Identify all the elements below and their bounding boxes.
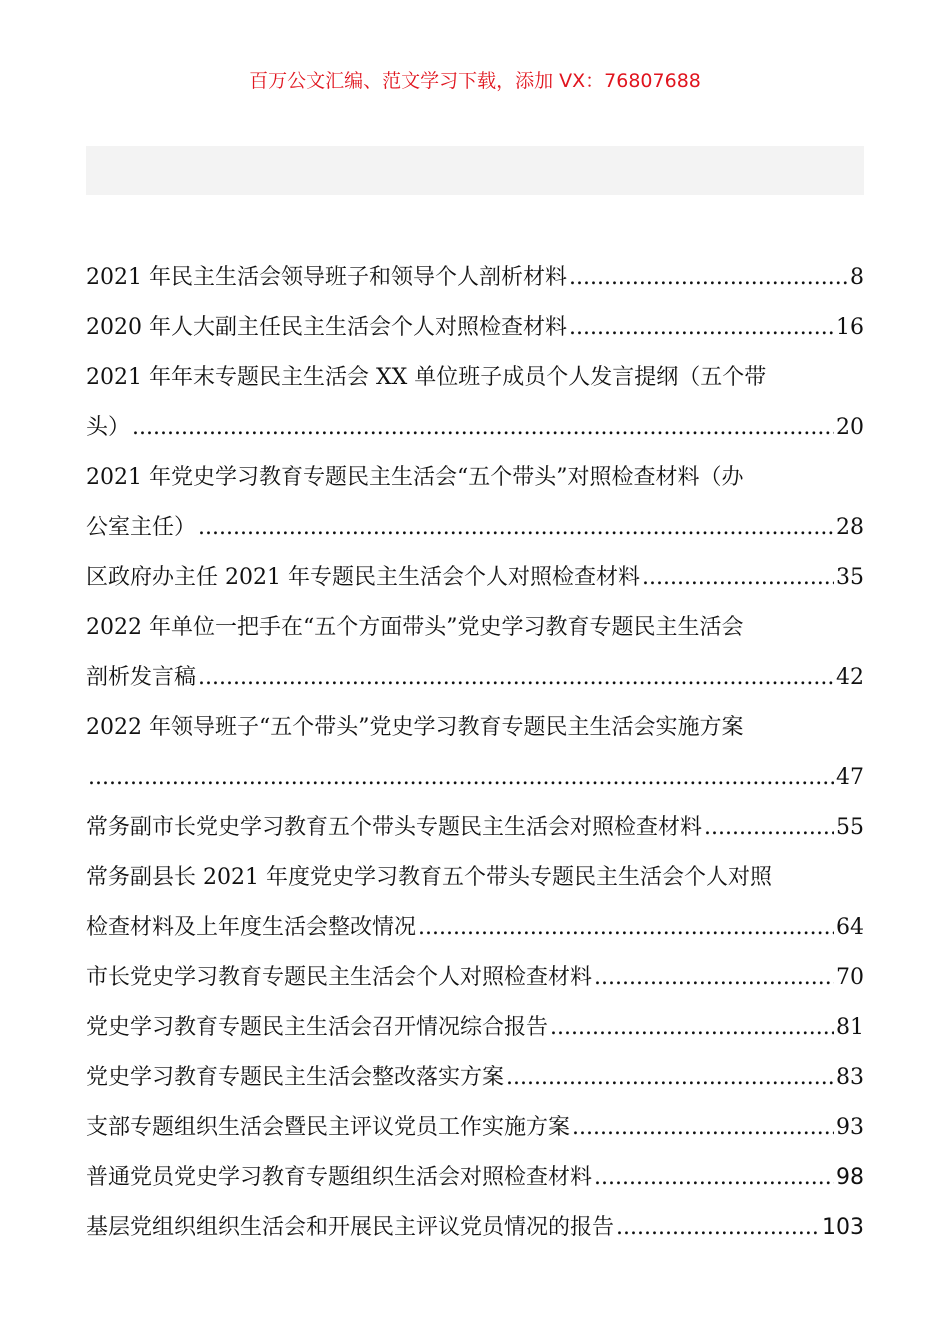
toc-entry[interactable]	[86, 703, 864, 803]
toc-page-number: 16	[836, 315, 864, 340]
title-band	[86, 146, 864, 195]
toc-entry-title: 常务副市长党史学习教育五个带头专题民主生活会对照检查材料	[86, 815, 703, 840]
watermark-header: 百万公文汇编、范文学习下载，添加 VX：76807688	[249, 70, 701, 92]
toc-entry[interactable]	[86, 1053, 864, 1103]
toc-entry-title-line2: 公室主任）	[86, 515, 197, 540]
toc-entry-title-line2: 检查材料及上年度生活会整改情况	[86, 915, 417, 940]
toc-entry-title-line1: 常务副县长 2021 年度党史学习教育五个带头专题民主生活会个人对照	[86, 865, 772, 890]
toc-entry[interactable]	[86, 853, 864, 953]
toc-entry-title-line1: 2021 年年末专题民主生活会 XX 单位班子成员个人发言提纲（五个带	[86, 365, 767, 390]
toc-entry[interactable]	[86, 1003, 864, 1053]
dot-leader	[198, 653, 834, 703]
toc-page-number: 55	[836, 815, 864, 840]
dot-leader	[594, 953, 834, 1003]
toc-entry-title: 区政府办主任 2021 年专题民主生活会个人对照检查材料	[86, 565, 640, 590]
toc-page-number: 8	[850, 265, 864, 290]
dot-leader	[88, 753, 834, 803]
dot-leader	[704, 803, 834, 853]
toc-entry[interactable]	[86, 453, 864, 553]
dot-leader	[418, 903, 834, 953]
dot-leader	[642, 553, 834, 603]
toc-entry[interactable]	[86, 303, 864, 353]
toc-entry-title-line2: 剖析发言稿	[86, 665, 197, 690]
toc-page-number: 70	[836, 965, 864, 990]
toc-page-number: 81	[836, 1015, 864, 1040]
dot-leader	[550, 1003, 834, 1053]
toc-entry[interactable]	[86, 1103, 864, 1153]
toc-entry-title-line1: 2022 年领导班子“五个带头”党史学习教育专题民主生活会实施方案	[86, 715, 744, 740]
toc-entry[interactable]	[86, 253, 864, 303]
dot-leader	[569, 253, 848, 303]
toc-entry-title: 普通党员党史学习教育专题组织生活会对照检查材料	[86, 1165, 593, 1190]
toc-entry[interactable]	[86, 553, 864, 603]
toc-entry-title: 基层党组织组织生活会和开展民主评议党员情况的报告	[86, 1215, 615, 1240]
toc-entry-title: 2021 年民主生活会领导班子和领导个人剖析材料	[86, 265, 567, 290]
toc-entry-title-line1: 2021 年党史学习教育专题民主生活会“五个带头”对照检查材料（办	[86, 465, 744, 490]
toc-page-number: 83	[836, 1065, 864, 1090]
toc-entry-title: 市长党史学习教育专题民主生活会个人对照检查材料	[86, 965, 593, 990]
toc-page-number: 42	[836, 665, 864, 690]
toc-entry[interactable]	[86, 803, 864, 853]
toc-entry-title: 党史学习教育专题民主生活会整改落实方案	[86, 1065, 505, 1090]
dot-leader	[572, 1103, 834, 1153]
toc-entry[interactable]	[86, 1153, 864, 1203]
toc-page-number: 103	[822, 1215, 864, 1240]
dot-leader	[594, 1153, 834, 1203]
dot-leader	[569, 303, 834, 353]
toc-page-number: 20	[836, 415, 864, 440]
dot-leader	[132, 403, 834, 453]
toc-page-number: 93	[836, 1115, 864, 1140]
dot-leader	[198, 503, 834, 553]
toc-entry-title: 党史学习教育专题民主生活会召开情况综合报告	[86, 1015, 549, 1040]
toc-entry[interactable]	[86, 953, 864, 1003]
toc-page-number: 35	[836, 565, 864, 590]
table-of-contents	[86, 253, 864, 1253]
toc-page-number: 47	[836, 765, 864, 790]
dot-leader	[616, 1203, 820, 1253]
toc-entry[interactable]	[86, 603, 864, 703]
toc-entry[interactable]	[86, 1203, 864, 1253]
toc-entry-title-line2: 头）	[86, 415, 131, 440]
toc-page-number: 98	[836, 1165, 864, 1190]
toc-entry[interactable]	[86, 353, 864, 453]
toc-entry-title: 2020 年人大副主任民主生活会个人对照检查材料	[86, 315, 567, 340]
toc-entry-title: 支部专题组织生活会暨民主评议党员工作实施方案	[86, 1115, 571, 1140]
toc-page-number: 28	[836, 515, 864, 540]
toc-page-number: 64	[836, 915, 864, 940]
toc-entry-title-line1: 2022 年单位一把手在“五个方面带头”党史学习教育专题民主生活会	[86, 615, 744, 640]
dot-leader	[506, 1053, 834, 1103]
